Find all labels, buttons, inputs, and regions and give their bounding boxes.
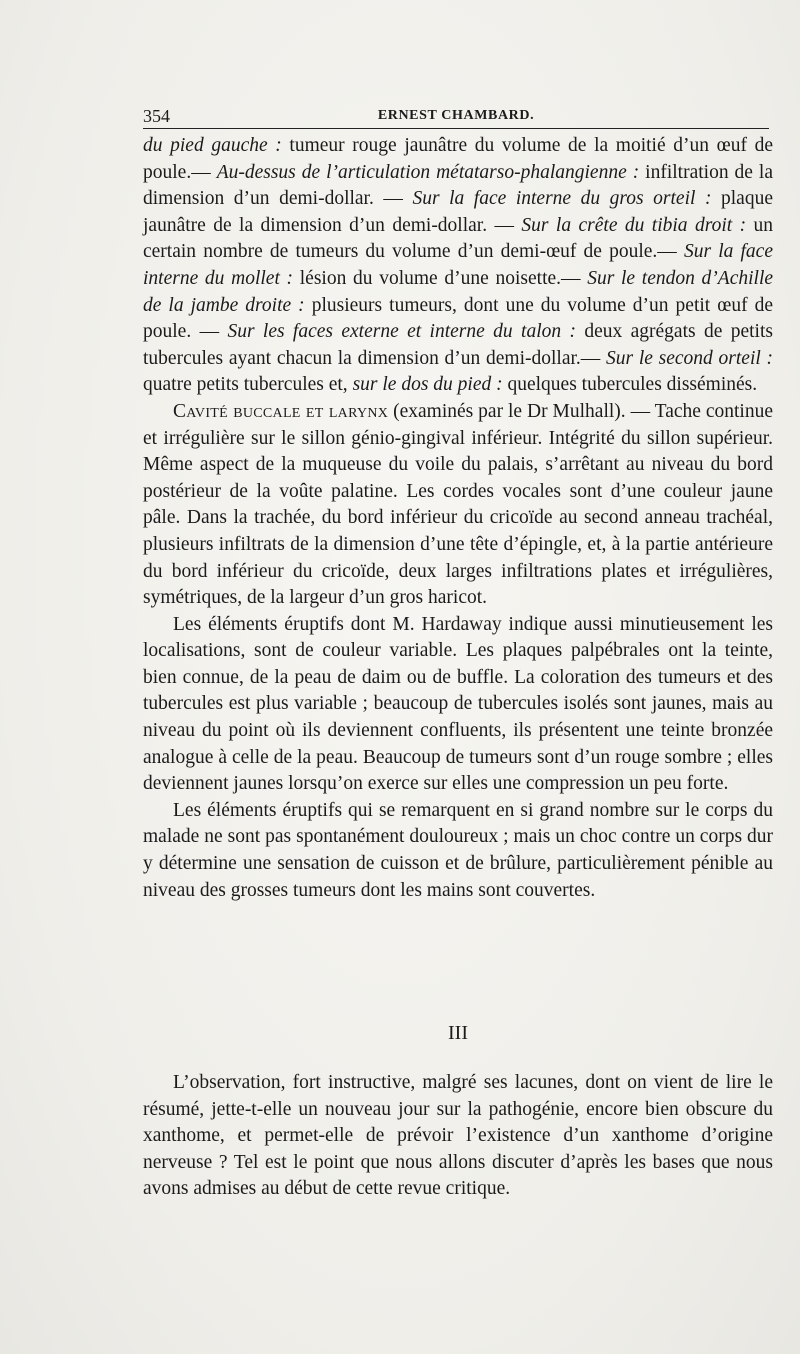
italic-run: Au-dessus de l’articulation métatarso-phalangienne : — [216, 161, 640, 183]
paragraph — [143, 612, 773, 798]
text-run: Les éléments éruptifs qui se remarquent en si grand nombre sur le corps du malade ne sont pas spontanément douloureux ; mais un choc contre un corps dur y détermine une sensation de cuisson et de brûlure, particulièrement pénible au niveau des grosses tumeurs dont les mains sont couvertes. — [143, 799, 773, 901]
paragraph — [143, 1070, 773, 1203]
italic-run: Sur la crête du tibia droit : — [521, 214, 747, 236]
text-run: quelques tubercules disséminés. — [502, 374, 758, 396]
running-head: ERNEST CHAMBARD. — [377, 108, 535, 123]
italic-run: Sur les faces externe et interne du talon : — [227, 321, 576, 343]
paragraph — [143, 399, 773, 612]
header-rule — [143, 128, 769, 129]
italic-run: Sur le second orteil : — [606, 347, 774, 369]
text-run: infiltration de la dimension d’un demi-dollar. — — [143, 161, 774, 210]
paragraph — [143, 133, 773, 399]
italic-run: sur le dos du pied : — [352, 374, 503, 396]
small-caps-run: Cavité buccale et larynx — [173, 400, 389, 422]
text-run: plusieurs tumeurs, dont une du volume d’un petit œuf de poule. — — [143, 294, 773, 343]
text-run: Les éléments éruptifs dont M. Hardaway indique aussi minutieusement les localisations, sont de couleur variable. Les plaques palpébrales ont la teinte, bien connue, de la peau de daim ou de buffle. La coloration des tumeurs et des tubercules est plus variable ; beaucoup de tubercules isolés sont jaunes, mais au niveau du point où ils deviennent confluents, ils présentent une teinte bronzée analogue à celle de la peau. Beaucoup de tumeurs sont d’un rouge sombre ; elles deviennent jaunes lorsqu’on exerce sur elles une compression un peu forte. — [143, 613, 773, 795]
italic-run: Sur la face interne du gros orteil : — [412, 188, 712, 210]
text-run: quatre petits tubercules et, — [143, 374, 353, 396]
text-run: L’observation, fort instructive, malgré ses lacunes, dont on vient de lire le résumé, jette-t-elle un nouveau jour sur la pathogénie, encore bien obscure du xanthome, et permet-elle de prévoir l’existence d’un xanthome d’origine nerveuse ? Tel est le point que nous allons discuter d’après les bases que nous avons admises au début de cette revue critique. — [143, 1072, 773, 1200]
text-run: lésion du volume d’une noisette.— — [293, 267, 588, 289]
text-run: un certain nombre de tumeurs du volume d’un demi-œuf de poule.— — [143, 214, 773, 263]
section-heading: III — [448, 1022, 468, 1044]
body-text — [143, 133, 773, 904]
text-run: tumeur rouge jaunâtre du volume de la moitié d’un œuf de poule.— — [143, 135, 773, 183]
text-run: (examinés par le Dr Mulhall). — Tache continue et irrégulière sur le sillon génio-gingival inférieur. Intégrité du sillon supérieur. Même aspect de la muqueuse du voile du palais, s’arrêtant au niveau du bord postérieur de la voûte palatine. Les cordes vocales sont d’une couleur jaune pâle. Dans la trachée, du bord inférieur du cricoïde au second anneau trachéal, plusieurs infiltrats de la dimension d’une tête d’épingle, et, à la partie antérieure du bord inférieur du cricoïde, deux larges infiltrations plates et irrégulières, symétriques, de la largeur d’un gros haricot. — [143, 400, 773, 609]
paragraph — [143, 798, 773, 904]
text-run: plaque jaunâtre de la dimension d’un demi-dollar. — — [143, 188, 773, 236]
section-body-text — [143, 1070, 773, 1203]
italic-run: Sur la face interne du mollet : — [143, 241, 773, 289]
page-header — [143, 104, 769, 130]
italic-run: Sur le tendon d’Achille de la jambe droite : — [143, 267, 774, 316]
italic-run: du pied gauche : — [143, 135, 282, 156]
text-run: deux agrégats de petits tubercules ayant chacun la dimension d’un demi-dollar.— — [143, 321, 773, 369]
page-number: 354 — [143, 106, 170, 126]
